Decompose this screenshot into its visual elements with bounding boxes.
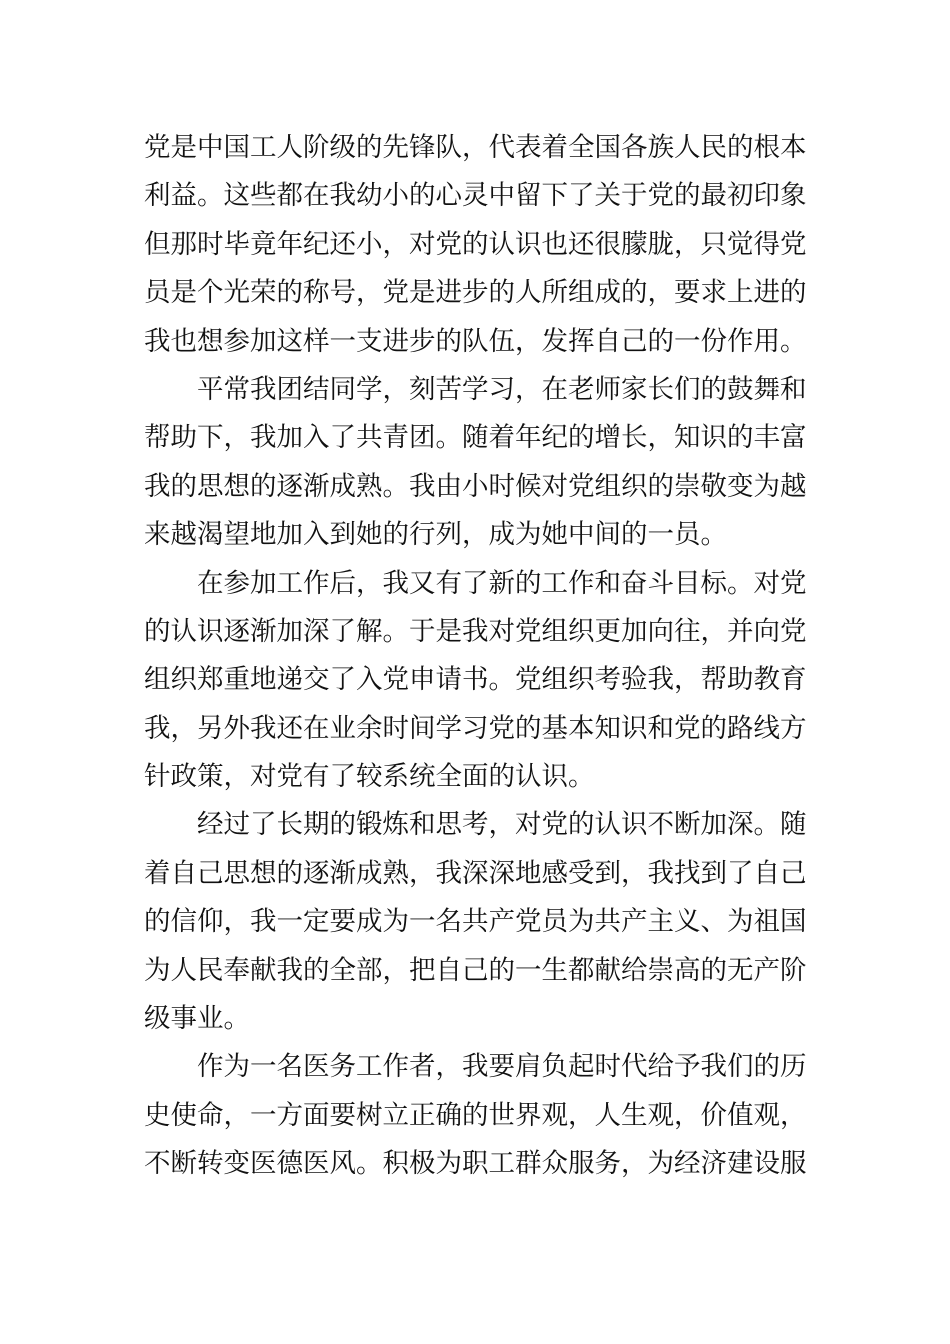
text-line: 来越渴望地加入到她的行列，成为她中间的一员。 — [144, 519, 727, 551]
text-line: 员是个光荣的称号，党是进步的人所组成的，要求上进的 — [144, 277, 807, 309]
paragraph-5 — [144, 1043, 814, 1188]
text-line: 为人民奉献我的全部，把自己的一生都献给崇高的无产阶 — [144, 954, 807, 986]
document-body — [144, 124, 814, 1189]
text-line: 不断转变医德医风。积极为职工群众服务，为经济建设服 — [144, 1148, 807, 1180]
text-line: 党是中国工人阶级的先锋队，代表着全国各族人民的根本 — [144, 132, 807, 163]
text-line: 的认识逐渐加深了解。于是我对党组织更加向往，并向党 — [144, 615, 807, 647]
text-line: 我，另外我还在业余时间学习党的基本知识和党的路线方 — [144, 712, 807, 744]
text-line: 作为一名医务工作者，我要肩负起时代给予我们的历 — [197, 1051, 807, 1083]
text-line: 针政策，对党有了较系统全面的认识。 — [144, 761, 595, 793]
text-line: 经过了长期的锻炼和思考，对党的认识不断加深。随 — [197, 809, 807, 841]
text-line: 帮助下，我加入了共青团。随着年纪的增长，知识的丰富 — [144, 422, 807, 454]
text-line: 着自己思想的逐渐成熟，我深深地感受到，我找到了自己 — [144, 857, 807, 889]
text-line: 史使命，一方面要树立正确的世界观，人生观，价值观， — [144, 1099, 807, 1131]
text-line: 我的思想的逐渐成熟。我由小时候对党组织的崇敬变为越 — [144, 470, 807, 502]
paragraph-2 — [144, 366, 814, 560]
text-line: 在参加工作后，我又有了新的工作和奋斗目标。对党 — [197, 567, 807, 599]
paragraph-1 — [144, 124, 814, 366]
text-line: 组织郑重地递交了入党申请书。党组织考验我，帮助教育 — [144, 664, 807, 696]
text-line: 但那时毕竟年纪还小，对党的认识也还很朦胧，只觉得党 — [144, 228, 807, 260]
paragraph-3 — [144, 560, 814, 802]
text-line: 的信仰，我一定要成为一名共产党员为共产主义、为祖国 — [144, 906, 807, 938]
text-line: 平常我团结同学，刻苦学习，在老师家长们的鼓舞和 — [197, 373, 807, 405]
text-line: 级事业。 — [144, 1003, 250, 1035]
text-line: 利益。这些都在我幼小的心灵中留下了关于党的最初印象 — [144, 180, 807, 212]
text-line: 我也想参加这样一支进步的队伍，发挥自己的一份作用。 — [144, 325, 807, 357]
paragraph-4 — [144, 801, 814, 1043]
